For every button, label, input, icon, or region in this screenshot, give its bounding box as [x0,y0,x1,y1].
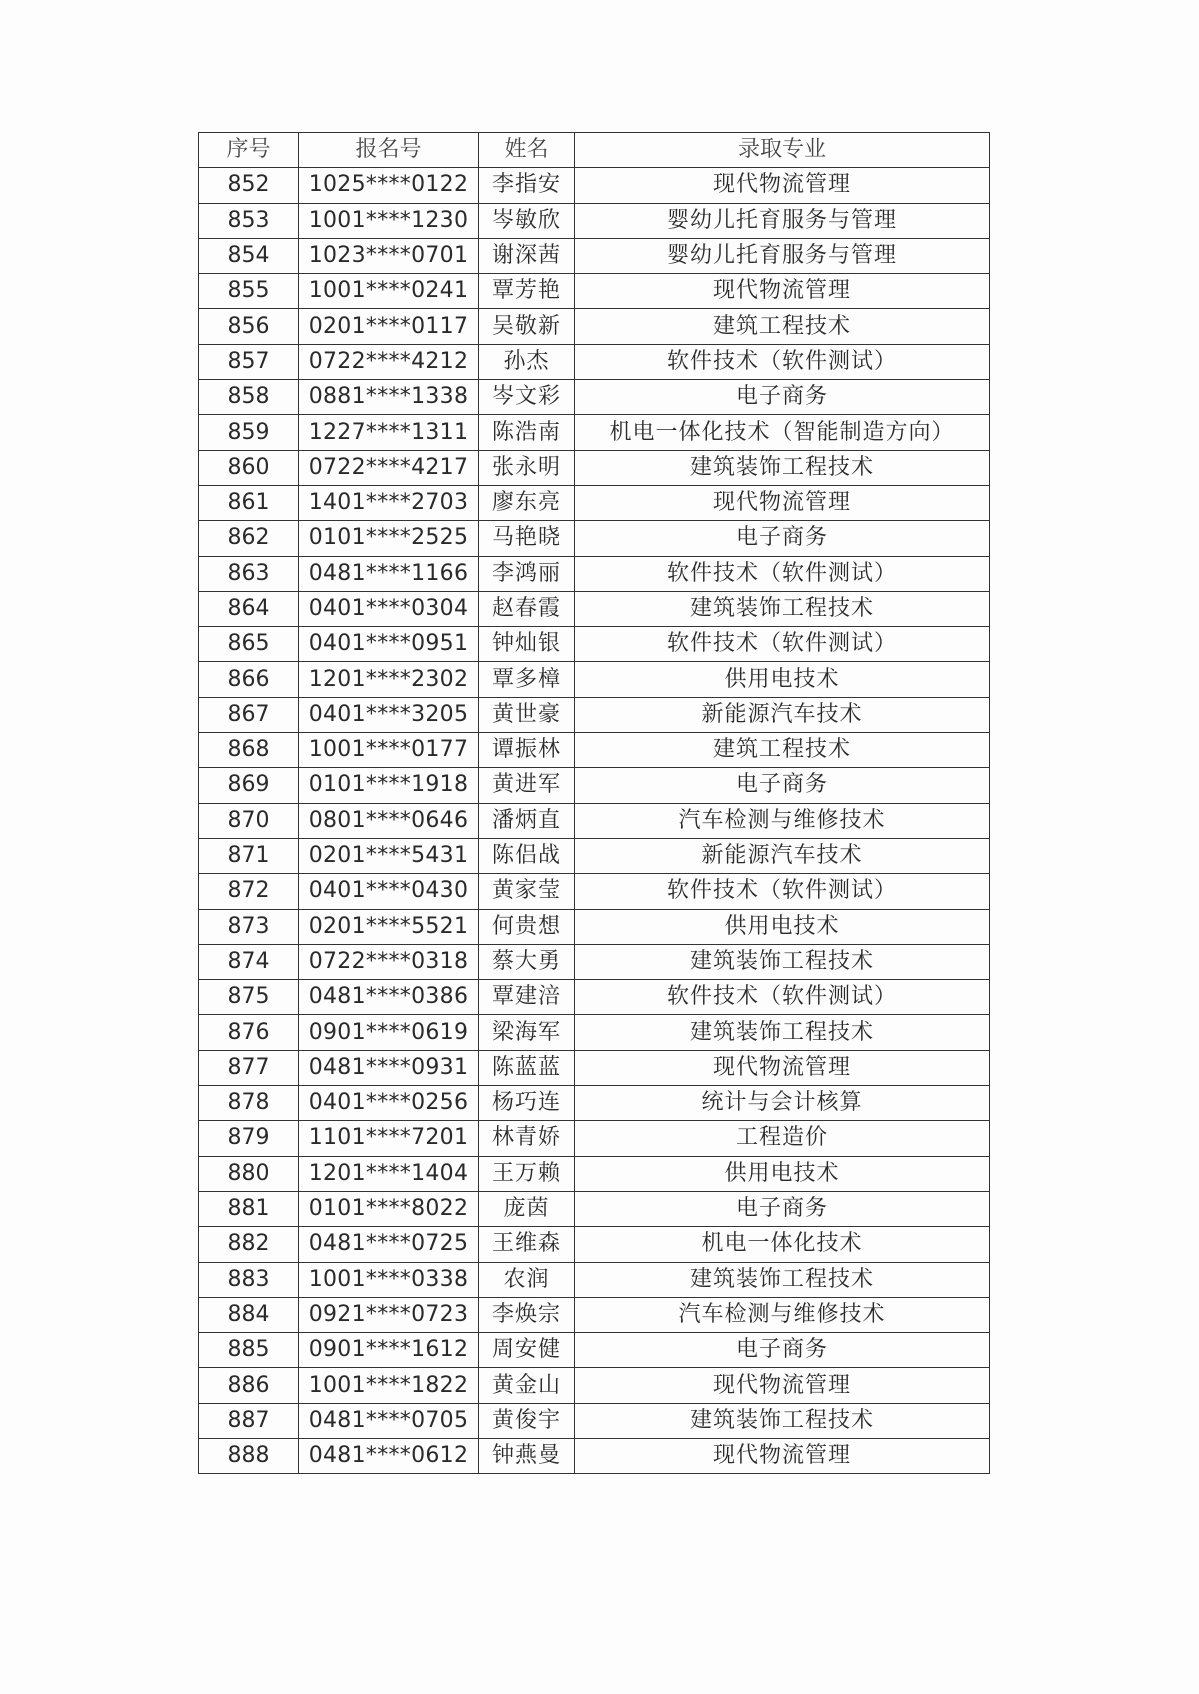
cell-name: 覃多樟 [479,662,575,697]
admission-table [198,132,990,1474]
cell-reg: 1001****0338 [299,1262,479,1297]
cell-reg: 0101****1918 [299,768,479,803]
cell-name: 李指安 [479,168,575,203]
cell-reg: 1001****1230 [299,203,479,238]
cell-seq: 888 [199,1438,299,1473]
cell-seq: 875 [199,980,299,1015]
table-row [199,1191,990,1226]
table-row [199,203,990,238]
cell-seq: 879 [199,1121,299,1156]
cell-name: 孙杰 [479,344,575,379]
cell-major: 软件技术（软件测试） [575,980,990,1015]
cell-reg: 0901****0619 [299,1015,479,1050]
cell-seq: 862 [199,521,299,556]
cell-major: 婴幼儿托育服务与管理 [575,238,990,273]
cell-seq: 864 [199,591,299,626]
table-row [199,1156,990,1191]
cell-seq: 856 [199,309,299,344]
cell-seq: 887 [199,1403,299,1438]
cell-seq: 884 [199,1297,299,1332]
cell-major: 建筑装饰工程技术 [575,450,990,485]
table-row [199,309,990,344]
cell-name: 谭振林 [479,733,575,768]
cell-reg: 1001****0177 [299,733,479,768]
cell-reg: 0722****4212 [299,344,479,379]
cell-major: 现代物流管理 [575,274,990,309]
cell-reg: 0481****0705 [299,1403,479,1438]
cell-reg: 0401****3205 [299,697,479,732]
cell-major: 工程造价 [575,1121,990,1156]
cell-name: 黄进军 [479,768,575,803]
cell-reg: 0722****0318 [299,944,479,979]
table-row [199,697,990,732]
cell-major: 建筑装饰工程技术 [575,1262,990,1297]
table-row [199,238,990,273]
cell-major: 新能源汽车技术 [575,838,990,873]
table-row [199,803,990,838]
cell-name: 王万赖 [479,1156,575,1191]
cell-seq: 865 [199,627,299,662]
cell-reg: 0101****2525 [299,521,479,556]
cell-reg: 0201****0117 [299,309,479,344]
cell-seq: 855 [199,274,299,309]
cell-name: 岑敏欣 [479,203,575,238]
cell-seq: 872 [199,874,299,909]
cell-seq: 852 [199,168,299,203]
cell-major: 软件技术（软件测试） [575,627,990,662]
table-row [199,980,990,1015]
table-row [199,1297,990,1332]
table-row [199,733,990,768]
cell-name: 陈侣战 [479,838,575,873]
cell-name: 覃建涪 [479,980,575,1015]
cell-seq: 882 [199,1227,299,1262]
cell-name: 林青娇 [479,1121,575,1156]
cell-reg: 0481****0386 [299,980,479,1015]
cell-seq: 877 [199,1050,299,1085]
cell-seq: 881 [199,1191,299,1226]
cell-name: 钟灿银 [479,627,575,662]
cell-name: 廖东亮 [479,485,575,520]
table-row [199,1262,990,1297]
cell-seq: 867 [199,697,299,732]
table-row [199,485,990,520]
cell-name: 赵春霞 [479,591,575,626]
cell-reg: 0401****0951 [299,627,479,662]
cell-reg: 0901****1612 [299,1333,479,1368]
header-major: 录取专业 [575,133,990,168]
cell-major: 软件技术（软件测试） [575,344,990,379]
cell-reg: 0722****4217 [299,450,479,485]
cell-name: 蔡大勇 [479,944,575,979]
cell-name: 岑文彩 [479,380,575,415]
cell-major: 供用电技术 [575,1156,990,1191]
cell-major: 统计与会计核算 [575,1086,990,1121]
cell-reg: 1001****0241 [299,274,479,309]
cell-name: 农润 [479,1262,575,1297]
cell-seq: 860 [199,450,299,485]
cell-reg: 0481****0725 [299,1227,479,1262]
table-row [199,168,990,203]
cell-reg: 1201****1404 [299,1156,479,1191]
cell-major: 建筑装饰工程技术 [575,944,990,979]
cell-major: 供用电技术 [575,662,990,697]
header-reg: 报名号 [299,133,479,168]
cell-reg: 0921****0723 [299,1297,479,1332]
cell-seq: 885 [199,1333,299,1368]
cell-name: 陈蓝蓝 [479,1050,575,1085]
cell-reg: 0401****0256 [299,1086,479,1121]
cell-major: 建筑装饰工程技术 [575,1015,990,1050]
cell-reg: 1025****0122 [299,168,479,203]
table-row [199,627,990,662]
cell-name: 周安健 [479,1333,575,1368]
cell-reg: 0201****5431 [299,838,479,873]
cell-reg: 1227****1311 [299,415,479,450]
cell-name: 吴敬新 [479,309,575,344]
table-row [199,415,990,450]
cell-major: 建筑装饰工程技术 [575,591,990,626]
table-row [199,450,990,485]
cell-seq: 873 [199,909,299,944]
cell-seq: 874 [199,944,299,979]
cell-seq: 869 [199,768,299,803]
table-row [199,838,990,873]
cell-reg: 0881****1338 [299,380,479,415]
header-seq: 序号 [199,133,299,168]
cell-name: 陈浩南 [479,415,575,450]
cell-seq: 853 [199,203,299,238]
cell-seq: 868 [199,733,299,768]
cell-major: 电子商务 [575,1191,990,1226]
table-body [199,168,990,1474]
table-row [199,909,990,944]
cell-major: 电子商务 [575,1333,990,1368]
table-row [199,521,990,556]
table-row [199,1227,990,1262]
header-row [199,133,990,168]
cell-name: 钟燕曼 [479,1438,575,1473]
cell-seq: 866 [199,662,299,697]
table-row [199,1121,990,1156]
cell-seq: 871 [199,838,299,873]
cell-major: 机电一体化技术（智能制造方向） [575,415,990,450]
cell-seq: 854 [199,238,299,273]
cell-major: 建筑工程技术 [575,309,990,344]
cell-reg: 0481****0612 [299,1438,479,1473]
cell-reg: 1201****2302 [299,662,479,697]
cell-name: 黄金山 [479,1368,575,1403]
cell-major: 现代物流管理 [575,485,990,520]
cell-name: 黄世豪 [479,697,575,732]
cell-major: 电子商务 [575,521,990,556]
cell-reg: 0481****0931 [299,1050,479,1085]
cell-name: 黄俊宇 [479,1403,575,1438]
cell-major: 现代物流管理 [575,1368,990,1403]
table-row [199,1050,990,1085]
cell-reg: 0401****0430 [299,874,479,909]
cell-name: 梁海军 [479,1015,575,1050]
cell-reg: 1001****1822 [299,1368,479,1403]
cell-name: 杨巧连 [479,1086,575,1121]
cell-seq: 863 [199,556,299,591]
cell-seq: 886 [199,1368,299,1403]
cell-major: 汽车检测与维修技术 [575,1297,990,1332]
cell-reg: 0481****1166 [299,556,479,591]
table-row [199,1015,990,1050]
cell-reg: 1101****7201 [299,1121,479,1156]
cell-name: 谢深茜 [479,238,575,273]
cell-seq: 880 [199,1156,299,1191]
table-row [199,380,990,415]
cell-major: 汽车检测与维修技术 [575,803,990,838]
table-row [199,556,990,591]
cell-major: 软件技术（软件测试） [575,556,990,591]
table-row [199,874,990,909]
cell-major: 婴幼儿托育服务与管理 [575,203,990,238]
table-row [199,591,990,626]
table-row [199,1086,990,1121]
cell-seq: 883 [199,1262,299,1297]
cell-name: 李鸿丽 [479,556,575,591]
table-row [199,1438,990,1473]
table-row [199,944,990,979]
cell-reg: 0201****5521 [299,909,479,944]
cell-seq: 858 [199,380,299,415]
cell-major: 机电一体化技术 [575,1227,990,1262]
cell-name: 潘炳直 [479,803,575,838]
table-row [199,274,990,309]
cell-major: 电子商务 [575,380,990,415]
cell-name: 覃芳艳 [479,274,575,309]
table-row [199,1403,990,1438]
table-row [199,1368,990,1403]
cell-seq: 870 [199,803,299,838]
cell-major: 现代物流管理 [575,1050,990,1085]
table-row [199,344,990,379]
cell-seq: 857 [199,344,299,379]
cell-reg: 0801****0646 [299,803,479,838]
cell-major: 建筑装饰工程技术 [575,1403,990,1438]
header-name: 姓名 [479,133,575,168]
cell-seq: 861 [199,485,299,520]
cell-major: 电子商务 [575,768,990,803]
cell-reg: 0101****8022 [299,1191,479,1226]
table-header [199,133,990,168]
cell-seq: 876 [199,1015,299,1050]
cell-major: 现代物流管理 [575,168,990,203]
cell-major: 软件技术（软件测试） [575,874,990,909]
table-row [199,662,990,697]
cell-major: 建筑工程技术 [575,733,990,768]
cell-name: 何贵想 [479,909,575,944]
cell-name: 庞茵 [479,1191,575,1226]
cell-seq: 878 [199,1086,299,1121]
table-row [199,1333,990,1368]
cell-name: 黄家莹 [479,874,575,909]
cell-name: 李焕宗 [479,1297,575,1332]
cell-name: 张永明 [479,450,575,485]
cell-major: 现代物流管理 [575,1438,990,1473]
cell-seq: 859 [199,415,299,450]
cell-major: 新能源汽车技术 [575,697,990,732]
cell-reg: 0401****0304 [299,591,479,626]
cell-major: 供用电技术 [575,909,990,944]
cell-reg: 1401****2703 [299,485,479,520]
cell-name: 王维森 [479,1227,575,1262]
cell-name: 马艳晓 [479,521,575,556]
cell-reg: 1023****0701 [299,238,479,273]
table-row [199,768,990,803]
